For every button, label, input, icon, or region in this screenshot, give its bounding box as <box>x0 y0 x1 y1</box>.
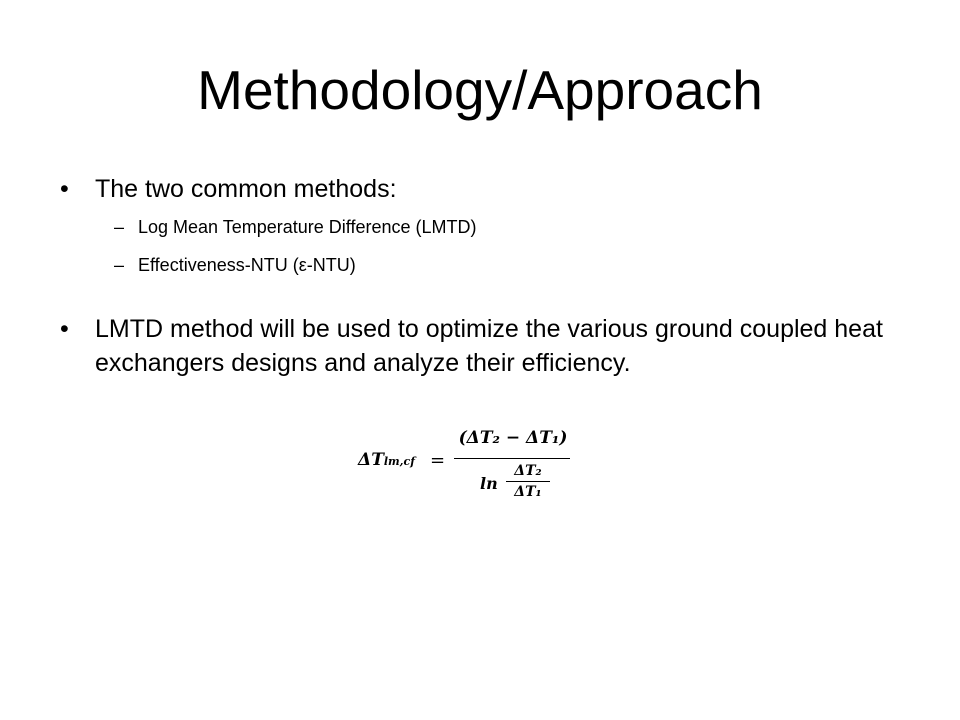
sub-bullet-marker: – <box>114 217 125 237</box>
bullet-text: LMTD method will be used to optimize the various ground coupled heat exchangers designs and analyze their efficiency. <box>95 315 883 377</box>
formula-lhs <box>358 450 415 470</box>
formula-ln: ln <box>480 474 498 493</box>
formula-inner-denominator: ΔT₁ <box>514 484 542 500</box>
formula-equals: = <box>430 450 446 471</box>
formula-lhs-subscript: lm,cf <box>383 455 415 468</box>
bullet-marker: • <box>60 175 69 203</box>
formula-inner-fraction <box>506 462 550 501</box>
lmtd-formula <box>358 426 588 510</box>
sub-bullet-marker: – <box>114 255 125 275</box>
slide-title: Methodology/Approach <box>197 59 763 121</box>
bullet-marker: • <box>60 315 69 343</box>
formula-fraction-bar <box>454 458 570 459</box>
bullet-text: The two common methods: <box>95 175 397 203</box>
sub-bullet-item <box>60 214 920 240</box>
sub-bullet-item <box>60 252 920 278</box>
formula-inner-numerator: ΔT₂ <box>514 463 542 479</box>
bullet-item <box>60 312 920 380</box>
sub-bullet-text: Log Mean Temperature Difference (LMTD) <box>138 217 477 237</box>
formula-lhs-symbol: ΔT <box>358 450 384 470</box>
formula-numerator: (ΔT₂ − ΔT₁) <box>458 428 568 448</box>
bullet-list <box>60 172 920 380</box>
bullet-item <box>60 172 920 206</box>
sub-bullet-text: Effectiveness-NTU (ε-NTU) <box>138 255 356 275</box>
formula-inner-fraction-bar <box>506 481 550 482</box>
